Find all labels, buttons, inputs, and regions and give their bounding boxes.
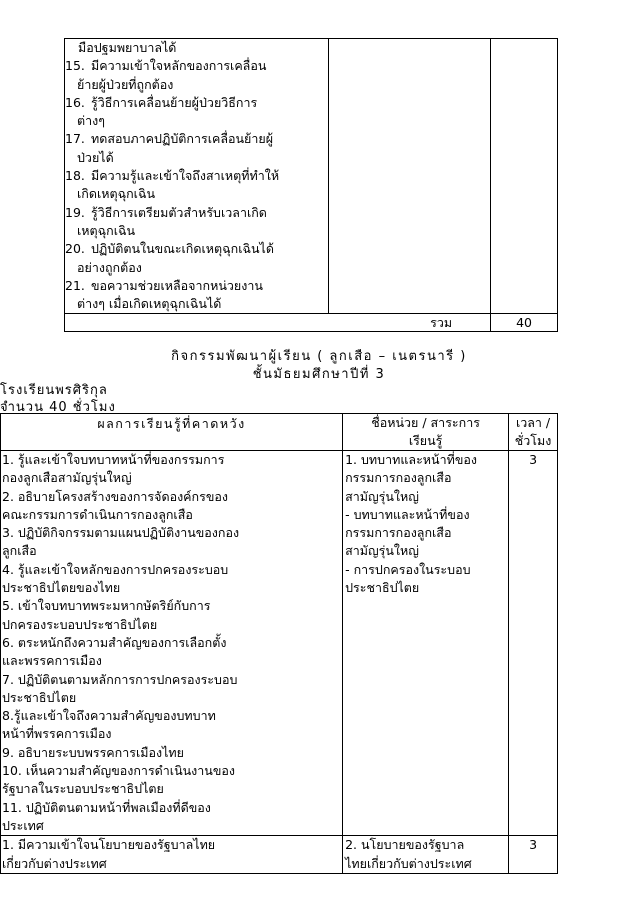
learning-outcomes-table-continued [64, 38, 558, 332]
school-name: โรงเรียนพรศิริกุล [0, 383, 108, 398]
list-item-continuation: เกิดเหตุฉุกเฉิน [77, 186, 156, 202]
total-row [65, 314, 558, 332]
table-row [1, 451, 558, 836]
outcomes-cell: 1. รู้และเข้าใจบทบาทหน้าที่ของกรรมการ กองลูกเสือสามัญรุ่นใหญ่ 2. อธิบายโครงสร้างของการจัดองค์กรของ คณะกรรมการดำเนินการกองลูกเสือ 3. ปฏิบัติกิจกรรมตามแผนปฏิบัติงานของกอง ลูกเสือ 4. รู้และเข้าใจหลักของการปกครองระบอบ ประชาธิปไตยของไทย 5. เข้าใจบทบาทพระมหากษัตริย์กับการ ปกครองระบอบประชาธิปไตย 6. ตระหนักถึงความสำคัญของการเลือกตั้ง และพรรคการเมือง 7. ปฏิบัติตนตามหลักการการปกครองระบอบ ประชาธิปไตย 8.รู้และเข้าใจถึงความสำคัญของบทบาท หน้าที่พรรคการเมือง 9. อธิบายระบบพรรคการเมืองไทย 10. เห็นความสำคัญของการดำเนินงานของ รัฐบาลในระบอบประชาธิปไตย 11. ปฏิบัติตนตามหน้าที่พลเมืองที่ดีของ ประเทศ [1, 451, 343, 836]
unit-cell [328, 39, 491, 314]
header-unit: ชื่อหน่วย / สาระการ เรียนรู้ [343, 414, 509, 451]
unit-cell: 1. บทบาทและหน้าที่ของ กรรมการกองลูกเสือ สามัญรุ่นใหญ่ - บทบาทและหน้าที่ของ กรรมการกองลูกเสือ สามัญรุ่นใหญ่ - การปกครองในระบอบ ประชาธิปไตย [343, 451, 509, 836]
list-item-continuation: ย้ายผู้ป่วยที่ถูกต้อง [77, 76, 174, 92]
learning-outcomes-table [0, 413, 558, 874]
list-item: 16. รู้วิธีการเคลื่อนย้ายผู้ป่วยวิธีการ [65, 94, 258, 110]
activity-title: กิจกรรมพัฒนาผู้เรียน ( ลูกเสือ – เนตรนารี ) [171, 349, 467, 364]
list-item: 20. ปฏิบัติตนในขณะเกิดเหตุฉุกเฉินได้ [65, 241, 274, 257]
list-item: 19. รู้วิธีการเตรียมตัวสำหรับเวลาเกิด [65, 204, 267, 220]
table-header-row [1, 414, 558, 451]
list-item: มือปฐมพยาบาลได้ [78, 40, 177, 55]
hours-cell [491, 39, 558, 314]
hours-cell: 3 [509, 836, 558, 874]
list-item: 18. มีความรู้และเข้าใจถึงสาเหตุที่ทำให้ [65, 168, 280, 184]
list-item-continuation: ป่วยได้ [77, 149, 114, 165]
list-item-continuation: อย่างถูกต้อง [77, 259, 142, 275]
header-outcomes: ผลการเรียนรู้ที่คาดหวัง [1, 414, 343, 451]
unit-cell: 2. นโยบายของรัฐบาล ไทยเกี่ยวกับต่างประเทศ [343, 836, 509, 874]
list-item-continuation: ต่างๆ เมื่อเกิดเหตุฉุกเฉินได้ [77, 296, 222, 312]
table-row [65, 39, 558, 314]
list-item: 21. ขอความช่วยเหลือจากหน่วยงาน [65, 277, 263, 293]
header-time: เวลา / ชั่วโมง [509, 414, 558, 451]
list-item: 17. ทดสอบภาคปฏิบัติการเคลื่อนย้ายผู้ [65, 131, 274, 147]
grade-level: ชั้นมัธยมศึกษาปีที่ 3 [252, 367, 386, 382]
table-row [1, 836, 558, 874]
list-item-continuation: ต่างๆ [77, 113, 105, 129]
hours-cell: 3 [509, 451, 558, 836]
outcomes-cell [65, 39, 329, 314]
outcomes-cell: 1. มีความเข้าใจนโยบายของรัฐบาลไทย เกี่ยวกับต่างประเทศ [1, 836, 343, 874]
hours-total: จำนวน 40 ชั่วโมง [0, 400, 116, 415]
total-label: รวม [65, 314, 491, 332]
list-item: 15. มีความเข้าใจหลักของการเคลื่อน [65, 58, 267, 74]
list-item-continuation: เหตุฉุกเฉิน [77, 222, 136, 238]
total-value: 40 [491, 314, 558, 332]
